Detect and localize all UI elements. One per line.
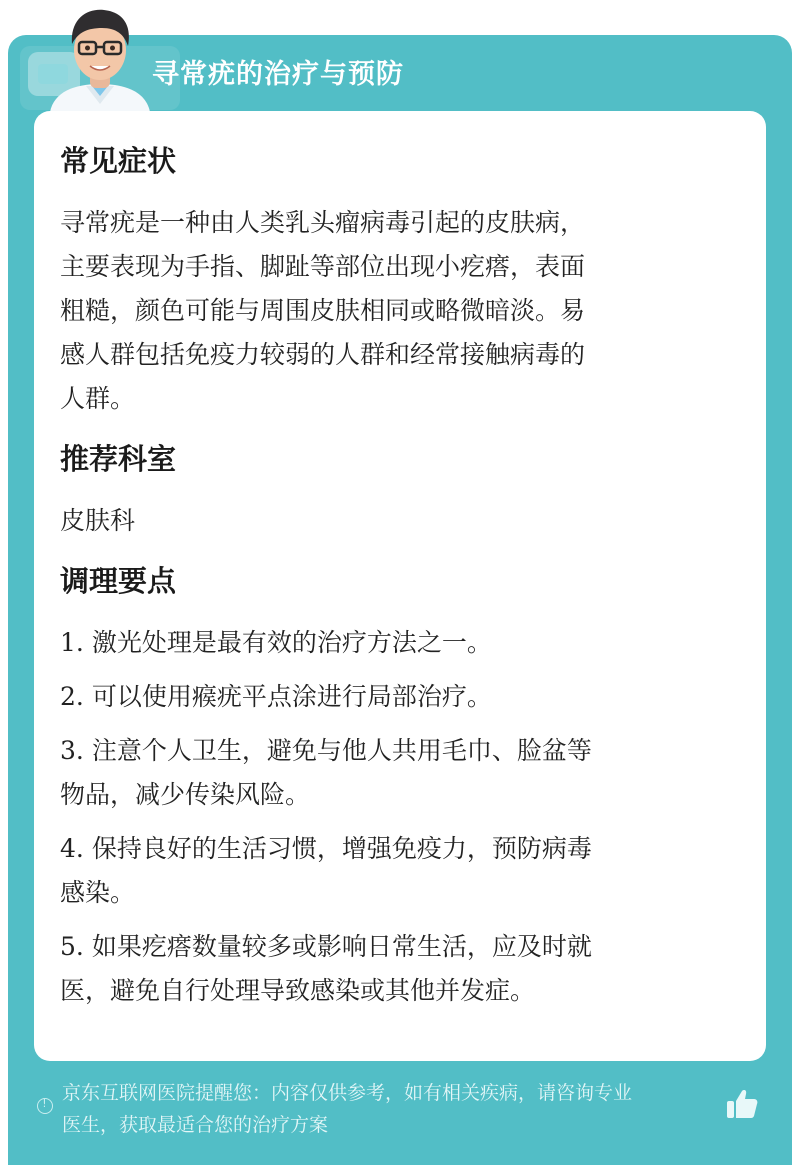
page-title: 寻常疣的治疗与预防 xyxy=(152,59,404,90)
symptoms-line: 人群。 xyxy=(60,384,136,413)
doctor-avatar xyxy=(44,0,156,112)
list-item xyxy=(60,675,740,719)
list-text: 物品，减少传染风险。 xyxy=(60,780,311,809)
content-card xyxy=(34,111,766,1061)
care-list xyxy=(60,621,740,1013)
thumbs-up-icon[interactable] xyxy=(724,1086,760,1122)
list-number: 2. xyxy=(60,682,84,711)
disclaimer-line: 京东互联网医院提醒您：内容仅供参考，如有相关疾病，请咨询专业 xyxy=(62,1082,633,1104)
department-title: 推荐科室 xyxy=(60,442,177,476)
list-text: 医，避免自行处理导致感染或其他并发症。 xyxy=(60,976,536,1005)
symptoms-line: 寻常疣是一种由人类乳头瘤病毒引起的皮肤病， xyxy=(60,208,586,237)
disclaimer xyxy=(62,1077,727,1141)
list-number: 1. xyxy=(60,628,84,657)
disclaimer-line: 医生，获取最适合您的治疗方案 xyxy=(62,1114,329,1136)
symptoms-line: 主要表现为手指、脚趾等部位出现小疙瘩，表面 xyxy=(60,252,586,281)
symptoms-title: 常见症状 xyxy=(60,144,177,178)
symptoms-line: 粗糙，颜色可能与周围皮肤相同或略微暗淡。易 xyxy=(60,296,586,325)
list-item xyxy=(60,827,740,915)
care-title: 调理要点 xyxy=(60,564,177,598)
list-item xyxy=(60,729,740,817)
list-text: 保持良好的生活习惯，增强免疫力，预防病毒 xyxy=(91,834,592,863)
list-text: 可以使用瘊疣平点涂进行局部治疗。 xyxy=(91,682,492,711)
list-text: 激光处理是最有效的治疗方法之一。 xyxy=(91,628,492,657)
department-value: 皮肤科 xyxy=(60,506,136,535)
list-text: 注意个人卫生，避免与他人共用毛巾、脸盆等 xyxy=(91,736,592,765)
symptoms-line: 感人群包括免疫力较弱的人群和经常接触病毒的 xyxy=(60,340,586,369)
info-icon xyxy=(37,1098,53,1114)
list-text: 感染。 xyxy=(60,878,136,907)
symptoms-text xyxy=(60,201,740,421)
list-number: 3. xyxy=(60,736,84,765)
list-item xyxy=(60,621,740,665)
list-number: 5. xyxy=(60,932,84,961)
list-number: 4. xyxy=(60,834,84,863)
list-item xyxy=(60,925,740,1013)
list-text: 如果疙瘩数量较多或影响日常生活，应及时就 xyxy=(91,932,592,961)
